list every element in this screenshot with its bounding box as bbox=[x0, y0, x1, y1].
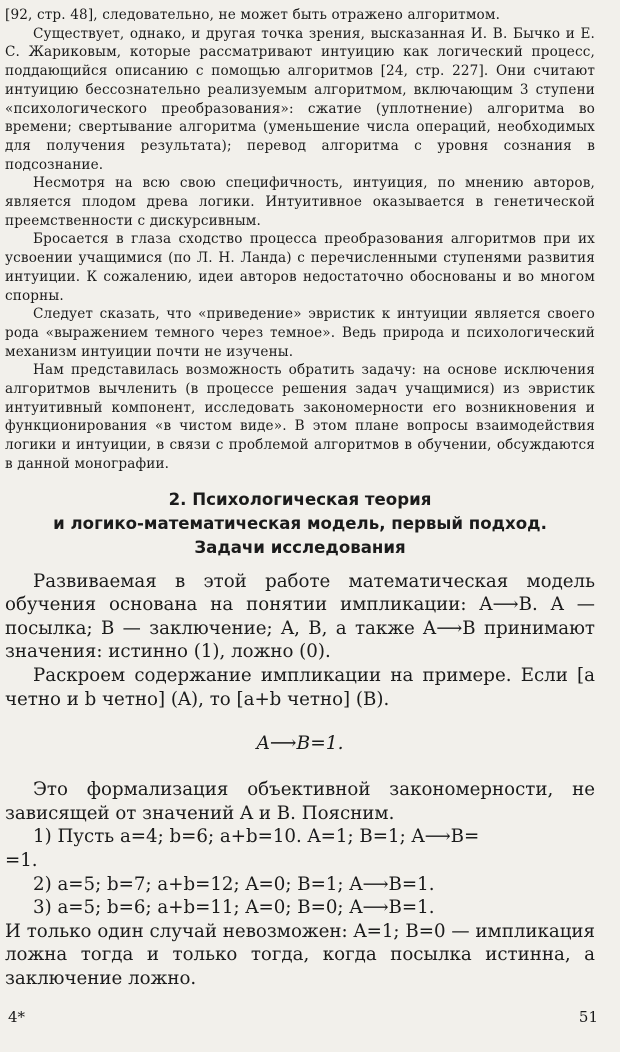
paragraph: 2) a=5; b=7; a+b=12; A=0; B=1; A⟶B=1. bbox=[33, 873, 435, 895]
paragraph: Это формализация объективной закономерности, не зависящей от значений A и B. Поясним. bbox=[5, 779, 595, 824]
paragraph: Существует, однако, и другая точка зрения, высказанная И. В. Бычко и Е. С. Жариковым, которые рассматривают интуицию как логический процесс, поддающийся описанию с помощью алгоритмов [24, стр. 227]. Они считают интуицию бессознательно реализуемым алгоритмом, включающим 3 ступени «психологического преобразования»: сжатие (уплотнение) алгоритма во времени; свертывание алгоритма (уменьшение числа операций, необходимых для получения результата); перевод алгоритма с уровня сознания в подсознание. bbox=[5, 25, 595, 173]
formula: A⟶B=1. bbox=[256, 733, 344, 755]
section-heading: 2. Психологическая теория и логико-математическая модель, первый подход. Задачи исследования bbox=[53, 489, 547, 557]
page-number: 51 bbox=[578, 1008, 598, 1026]
paragraph: Несмотря на всю свою специфичность, интуиция, по мнению авторов, является плодом древа логики. Интуитивное оказывается в генетической преемственности с дискурсивным. bbox=[5, 175, 595, 229]
paragraph: 3) a=5; b=6; a+b=11; A=0; B=0; A⟶B=1. bbox=[33, 897, 435, 919]
main-text-block bbox=[5, 570, 595, 991]
signature-mark: 4* bbox=[8, 1008, 26, 1026]
paragraph: [92, стр. 48], следовательно, не может быть отражено алгоритмом. bbox=[5, 7, 501, 23]
paragraph: 1) Пусть a=4; b=6; a+b=10. A=1; B=1; A⟶B= =1. bbox=[5, 826, 480, 871]
paragraph: Раскроем содержание импликации на примере. Если [a четно и b четно] (A), то [a+b четно] (B). bbox=[5, 664, 595, 710]
page bbox=[5, 6, 595, 990]
paragraph: Бросается в глаза сходство процесса преобразования алгоритмов при их усвоении учащимися (по Л. Н. Ланда) с перечисленными ступенями развития интуиции. К сожалению, идеи авторов недостаточно обоснованы и во многом спорны. bbox=[5, 231, 595, 304]
intro-text-block bbox=[5, 6, 595, 474]
paragraph: Нам представилась возможность обратить задачу: на основе исключения алгоритмов вычленить (в процессе решения задач учащимися) из эвристик интуитивный компонент, исследовать закономерности его возникновения и функционирования «в чистом виде». В этом плане вопросы взаимодействия логики и интуиции, в связи с проблемой алгоритмов в обучении, обсуждаются в данной монографии. bbox=[5, 362, 595, 472]
paragraph: Следует сказать, что «приведение» эвристик к интуиции является своего рода «выражением темного через темное». Ведь природа и психологический механизм интуиции почти не изучены. bbox=[5, 306, 595, 360]
paragraph: И только один случай невозможен: A=1; B=0 — импликация ложна тогда и только тогда, когда посылка истинна, а заключение ложно. bbox=[5, 920, 595, 989]
paragraph: Развиваемая в этой работе математическая модель обучения основана на понятии импликации: A⟶B. A — посылка; B — заключение; A, B, а также A⟶B принимают значения: истинно (1), ложно (0). bbox=[5, 570, 595, 663]
